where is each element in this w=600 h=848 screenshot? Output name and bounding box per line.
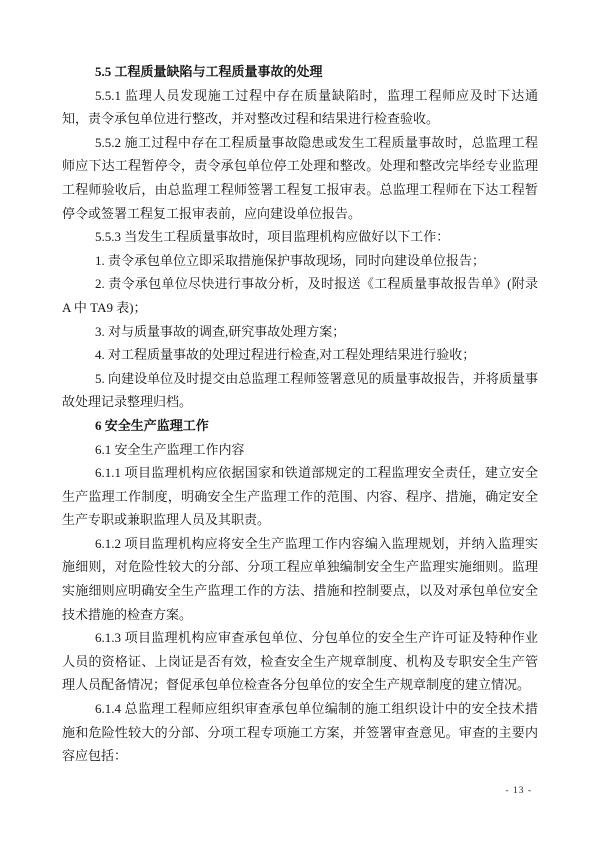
section-heading-5-5: 5.5 工程质量缺陷与工程质量事故的处理	[95, 64, 323, 79]
clause-6-1-3: 6.1.3 项目监理机构应审查承包单位、分包单位的安全生产许可证及特种作业人员的资格证、上岗证是否有效，检查安全生产规章制度、机构及专职安全生产管理人员配备情况；督促承包单位检查各分包单位的安全生产规章制度的建立情况。	[62, 630, 538, 693]
list-item-5: 5. 向建设单位及时提交由总监理工程师签署意见的质量事故报告，并将质量事故处理记录整理归档。	[62, 370, 538, 410]
list-item-3: 3. 对与质量事故的调查,研究事故处理方案；	[95, 323, 346, 339]
section-heading-6-1: 6.1 安全生产监理工作内容	[95, 441, 245, 457]
clause-5-5-1: 5.5.1 监理人员发现施工过程中存在质量缺陷时，监理工程师应及时下达通知，责令承包单位进行整改，并对整改过程和结果进行检查验收。	[62, 87, 538, 127]
clause-6-1-4: 6.1.4 总监理工程师应组织审查承包单位编制的施工组织设计中的安全技术措施和危险性较大的分部、分项工程专项施工方案，并签署审查意见。审查的主要内容应包括：	[62, 701, 538, 764]
section-heading-6: 6 安全生产监理工作	[95, 417, 209, 433]
clause-6-1-1: 6.1.1 项目监理机构应依据国家和铁道部规定的工程监理安全责任，建立安全生产监理工作制度，明确安全生产监理工作的范围、内容、程序、措施，确定安全生产专职或兼职监理人员及其职责。	[62, 465, 538, 528]
clause-5-5-2: 5.5.2 施工过程中存在工程质量事故隐患或发生工程质量事故时，总监理工程师应下达工程暂停令，责令承包单位停工处理和整改。处理和整改完毕经专业监理工程师验收后，由总监理工程师签署工程复工报审表。总监理工程师在下达工程暂停令或签署工程复工报审表前，应向建设单位报告。	[62, 134, 538, 221]
list-item-1: 1. 责令承包单位立即采取措施保护事故现场，同时向建设单位报告；	[95, 252, 486, 268]
page-number: - 13 -	[505, 786, 532, 796]
list-item-4: 4. 对工程质量事故的处理过程进行检查,对工程处理结果进行验收；	[95, 347, 476, 363]
list-item-2: 2. 责令承包单位尽快进行事故分析，及时报送《工程质量事故报告单》(附录 A 中 TA9 表)；	[62, 276, 538, 315]
document-content	[62, 60, 538, 768]
clause-5-5-3: 5.5.3 当发生工程质量事故时，项目监理机构应做好以下工作：	[95, 229, 450, 245]
clause-6-1-2: 6.1.2 项目监理机构应将安全生产监理工作内容编入监理规划，并纳入监理实施细则，对危险性较大的分部、分项工程应单独编制安全生产监理实施细则。监理实施细则应明确安全生产监理工作的方法、措施和控制要点，以及对承包单位安全技术措施的检查方案。	[62, 535, 538, 622]
